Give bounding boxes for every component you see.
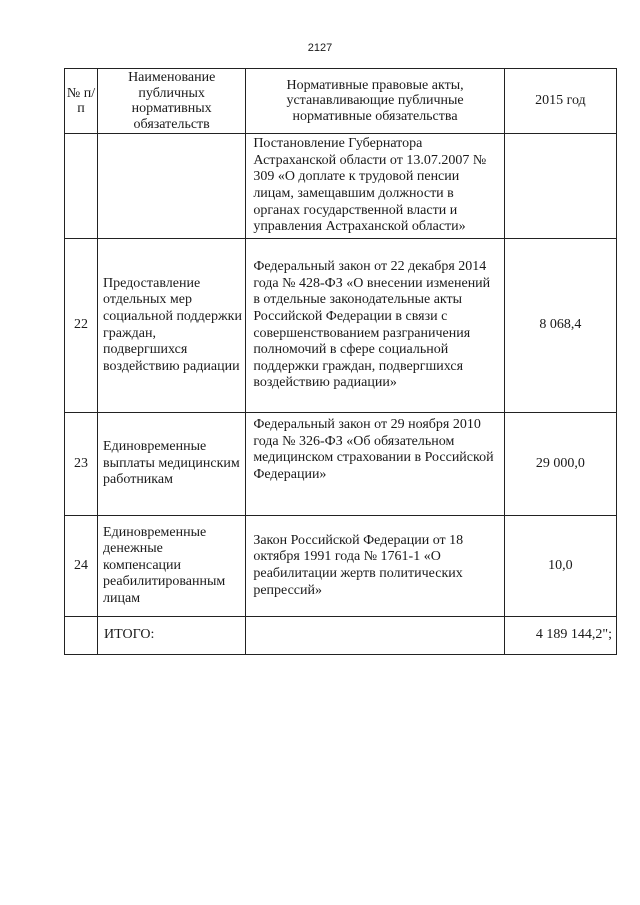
row-acts: Закон Российской Федерации от 18 октября 1991 года № 1761-1 «О реабилитации жертв политических репрессий» [246, 516, 504, 617]
header-year: 2015 год [504, 69, 616, 134]
row-num: 24 [65, 516, 98, 617]
row-name: Единовременные выплаты медицинским работникам [98, 413, 246, 516]
row-acts: Федеральный закон от 29 ноября 2010 года № 326-ФЗ «Об обязательном медицинском страховании в Российской Федерации» [246, 413, 504, 516]
total-amount: 4 189 144,2"; [504, 617, 616, 655]
total-row [65, 617, 617, 655]
row-amount [504, 134, 616, 239]
row-amount: 10,0 [504, 516, 616, 617]
row-num: 22 [65, 239, 98, 413]
row-acts: Постановление Губернатора Астраханской области от 13.07.2007 № 309 «О доплате к трудовой пенсии лицам, замещавшим должности в органах государственной власти и управления Астраханской области» [246, 134, 504, 239]
header-acts: Нормативные правовые акты, устанавливающие публичные нормативные обязательства [246, 69, 504, 134]
header-num: № п/п [65, 69, 98, 134]
page-number: 2127 [307, 42, 333, 54]
row-num: 23 [65, 413, 98, 516]
table-row [65, 134, 617, 239]
table-header-row [65, 69, 617, 134]
total-acts-cell [246, 617, 504, 655]
row-name: Предоставление отдельных мер социальной поддержки граждан, подвергшихся воздействию радиации [98, 239, 246, 413]
total-label: ИТОГО: [98, 617, 246, 655]
row-amount: 8 068,4 [504, 239, 616, 413]
row-acts: Федеральный закон от 22 декабря 2014 года № 428-ФЗ «О внесении изменений в отдельные законодательные акты Российской Федерации в связи с совершенствованием разграничения полномочий в сфере социальной поддержки граждан, подвергшихся воздействию радиации» [246, 239, 504, 413]
table-row [65, 516, 617, 617]
table-row [65, 413, 617, 516]
total-num-cell [65, 617, 98, 655]
obligations-table [64, 68, 617, 655]
row-name [98, 134, 246, 239]
row-name: Единовременные денежные компенсации реабилитированным лицам [98, 516, 246, 617]
row-amount: 29 000,0 [504, 413, 616, 516]
header-name: Наименование публичных нормативных обязательств [98, 69, 246, 134]
row-num [65, 134, 98, 239]
table-row [65, 239, 617, 413]
